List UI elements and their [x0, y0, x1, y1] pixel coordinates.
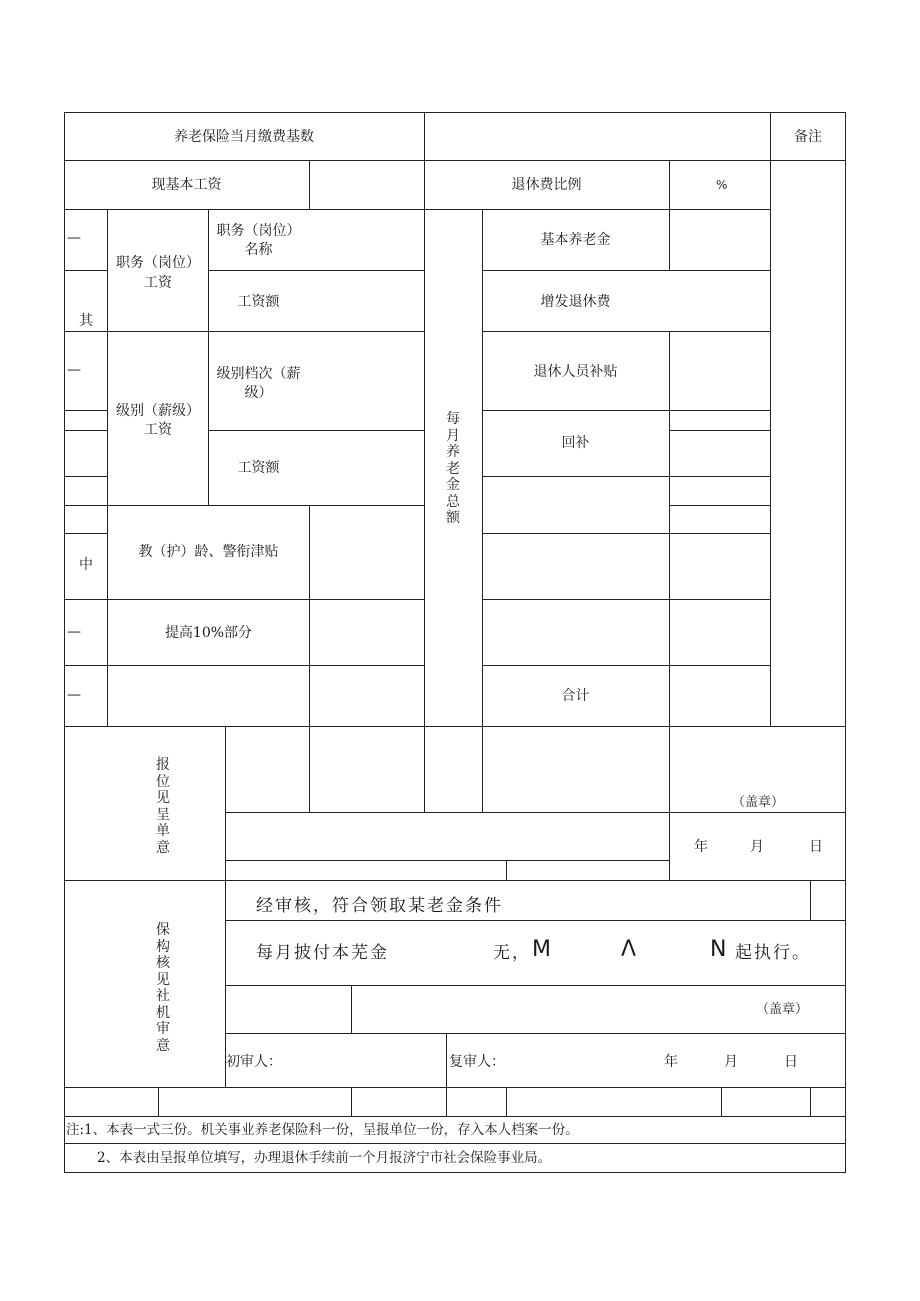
grid-line: [770, 112, 771, 726]
grade-level-field[interactable]: [310, 332, 424, 430]
grade-wage-label: 级别（薪级）工资: [116, 403, 200, 438]
retirement-ratio-label: 退休费比例: [511, 177, 582, 193]
position-wage-label: 职务（岗位）工资: [116, 255, 200, 291]
grade-wage-amount-label: 工资额: [237, 460, 280, 476]
agency-opinion-label: 保构核见社机审意: [156, 922, 170, 1054]
monthly-pay-text: 每月披付本芜金: [256, 943, 389, 963]
grid-line: [64, 1116, 846, 1117]
yuan-text: 无，: [493, 943, 531, 963]
percent-sign: %: [716, 178, 728, 192]
grid-line: [64, 726, 846, 727]
unit-opinion-field[interactable]: [226, 813, 669, 860]
grid-line: [482, 410, 771, 411]
grid-line: [482, 599, 771, 600]
basic-pension-label: 基本养老金: [540, 232, 611, 248]
raise-10-percent-field[interactable]: [310, 600, 424, 665]
grid-line: [64, 1143, 846, 1144]
dash-mark: —: [67, 230, 81, 246]
grid-line: [721, 1087, 722, 1117]
position-wage-amount-field[interactable]: [310, 271, 424, 331]
start-execution-text: 起执行。: [735, 943, 811, 963]
second-reviewer-label: 复审人：: [449, 1054, 505, 1070]
total-field[interactable]: [670, 666, 770, 726]
grid-line: [64, 270, 108, 271]
dash-mark: —: [67, 624, 81, 640]
dash-mark: —: [67, 687, 81, 703]
grid-line: [107, 209, 108, 727]
year-glyph: M: [532, 937, 551, 962]
agency-day-label: 日: [784, 1054, 798, 1070]
grid-line: [64, 430, 108, 431]
grid-line: [64, 160, 846, 161]
remark-label: 备注: [794, 129, 822, 145]
unit-opinion-label: 报位见呈单意: [156, 757, 170, 856]
grid-line: [810, 880, 811, 921]
agency-month-label: 月: [724, 1054, 738, 1070]
teaching-allowance-field[interactable]: [310, 506, 424, 599]
teaching-allowance-label: 教（护）龄、警衔津贴: [138, 544, 279, 560]
grid-line: [64, 533, 108, 534]
char-zhong: 中: [79, 557, 93, 573]
grid-line: [669, 726, 670, 881]
current-wage-field[interactable]: [310, 161, 424, 209]
unit-day-label: 日: [809, 839, 823, 855]
grid-line: [225, 920, 846, 921]
agency-seal-label: （盖章）: [756, 1002, 809, 1017]
grid-line: [424, 112, 425, 813]
grid-line: [810, 1087, 811, 1117]
position-wage-amount-label: 工资额: [237, 294, 280, 310]
monthly-total-label: 每月养老金总额: [446, 411, 460, 526]
month-glyph: Λ: [621, 937, 637, 962]
basic-pension-field[interactable]: [670, 210, 770, 270]
grid-line: [309, 726, 310, 812]
position-name-label: 职务（岗位）名称: [216, 223, 301, 258]
approval-statement: 经审核，符合领取某老金条件: [256, 896, 503, 916]
second-reviewer-field[interactable]: [505, 1036, 655, 1084]
current-wage-label: 现基本工资: [151, 177, 222, 193]
grid-line: [225, 985, 846, 986]
unit-year-label: 年: [694, 839, 708, 855]
raise-10-percent-label: 提高10%部分: [164, 625, 253, 641]
grid-line: [64, 112, 65, 1173]
grid-line: [225, 860, 669, 861]
grid-line: [482, 533, 771, 534]
grid-line: [64, 665, 425, 666]
grid-line: [64, 476, 108, 477]
grid-line: [351, 985, 352, 1034]
grade-level-label: 级别档次（薪级）: [216, 366, 301, 401]
grid-line: [64, 410, 108, 411]
extra-retirement-fee-field[interactable]: [670, 271, 770, 331]
grid-line: [225, 726, 226, 1088]
dash-mark: —: [67, 362, 81, 378]
first-reviewer-label: 初审人：: [226, 1054, 282, 1070]
extra-retirement-fee-label: 增发退休费: [540, 294, 611, 310]
grid-line: [351, 1087, 352, 1117]
grid-line: [64, 1087, 846, 1088]
note-2: 2、本表由呈报单位填写，办理退休手续前一个月报济宁市社会保险事业局。: [97, 1150, 552, 1166]
grid-line: [669, 505, 771, 506]
grade-wage-amount-field[interactable]: [310, 431, 424, 505]
retiree-subsidy-field[interactable]: [670, 332, 770, 410]
day-glyph: N: [710, 937, 727, 962]
agency-year-label: 年: [664, 1054, 678, 1070]
grid-line: [64, 880, 846, 881]
grid-line: [482, 476, 771, 477]
grid-line: [225, 1033, 846, 1034]
grid-line: [446, 1033, 447, 1117]
unit-seal-label: （盖章）: [732, 795, 785, 810]
first-reviewer-field[interactable]: [282, 1036, 442, 1084]
grid-line: [64, 1172, 846, 1173]
contribution-base-field[interactable]: [425, 113, 770, 160]
note-1: 注:1、本表一式三份。机关事业养老保险科一份，呈报单位一份，存入本人档案一份。: [66, 1122, 579, 1138]
contribution-base-label: 养老保险当月缴费基数: [174, 129, 314, 145]
backpay-label: 回补: [561, 435, 590, 451]
grid-line: [669, 430, 771, 431]
grid-line: [506, 860, 507, 881]
unit-month-label: 月: [750, 839, 764, 855]
total-label: 合计: [561, 688, 590, 704]
char-qi: 其: [79, 313, 93, 329]
grid-line: [158, 1087, 159, 1117]
grid-line: [506, 1087, 507, 1117]
retiree-subsidy-label: 退休人员补贴: [533, 364, 618, 380]
position-name-field[interactable]: [310, 210, 424, 270]
grid-line: [845, 112, 846, 1173]
